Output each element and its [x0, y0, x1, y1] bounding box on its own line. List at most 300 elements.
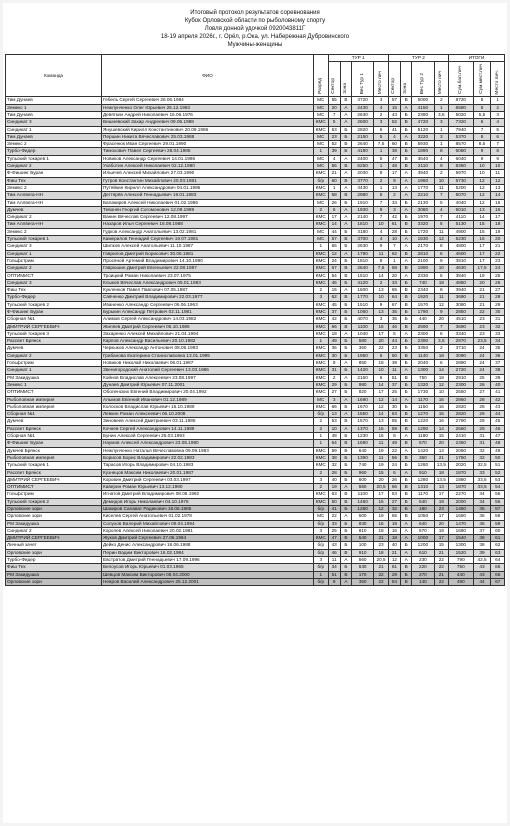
- cell-sum-points: 790: [449, 557, 474, 564]
- cell-zone-1: Б: [340, 520, 351, 527]
- cell-final-place: 32: [491, 323, 505, 330]
- cell-sum-places: 31: [473, 433, 491, 440]
- cell-final-place: 6: [491, 133, 505, 140]
- cell-sum-points: 1750: [449, 454, 474, 461]
- cell-sector-1: 38: [328, 454, 340, 461]
- cell-weight-1: 1690: [351, 396, 373, 403]
- cell-sum-places: 15: [473, 221, 491, 228]
- cell-place-2: 9: [434, 257, 449, 264]
- cell-place-2: 13,5: [434, 476, 449, 483]
- table-row: [6, 564, 505, 571]
- cell-sum-points: 5020: [449, 111, 474, 118]
- cell-place-2: 3: [434, 133, 449, 140]
- cell-zone-1: Б: [340, 469, 351, 476]
- cell-team: Синдикат 3: [6, 279, 102, 286]
- cell-place-2: 20: [434, 520, 449, 527]
- cell-sum-places: 19: [473, 272, 491, 279]
- cell-weight-2: 3350: [412, 345, 434, 352]
- cell-sum-places: 37: [473, 527, 491, 534]
- cell-name: Гаврилов Дмитрий Борисович 30.06.1981: [101, 250, 313, 257]
- cell-zone-1: В: [340, 323, 351, 330]
- cell-sector-1: 45: [328, 301, 340, 308]
- cell-place-2: 8: [434, 148, 449, 155]
- cell-sum-places: 17: [473, 243, 491, 250]
- cell-final-place: 24: [491, 265, 505, 272]
- cell-sector-1: 57: [328, 236, 340, 243]
- cell-sector-2: 33: [388, 279, 400, 286]
- cell-sum-places: 17,5: [473, 265, 491, 272]
- cell-sum-places: 33: [473, 469, 491, 476]
- cell-sum-places: 23: [473, 316, 491, 323]
- cell-place-2: 8: [434, 243, 449, 250]
- cell-final-place: 9: [491, 155, 505, 162]
- cell-weight-2: 2340: [412, 287, 434, 294]
- cell-zone-2: В: [401, 287, 412, 294]
- cell-zone-1: В: [340, 447, 351, 454]
- cell-zone-2: А: [401, 184, 412, 191]
- cell-zone-2: В: [401, 484, 412, 491]
- cell-place-1: 5: [374, 155, 389, 162]
- cell-team: Орловские зори: [6, 506, 102, 513]
- cell-team: Личный зачет: [6, 542, 102, 549]
- cell-zone-1: Б: [340, 301, 351, 308]
- cell-weight-2: 3640: [412, 155, 434, 162]
- cell-place-2: 11: [434, 294, 449, 301]
- cell-zone-2: Б: [401, 542, 412, 549]
- cell-weight-1: 4190: [351, 148, 373, 155]
- table-row: [6, 133, 505, 140]
- cell-weight-1: 1040: [351, 330, 373, 337]
- cell-sector-1: 27: [328, 389, 340, 396]
- cell-name: Жуков Дмитрий Сергеевич 27.06.1994: [101, 535, 313, 542]
- cell-rank: КМС: [314, 316, 329, 323]
- cell-team: ДМИТРИЙ СЕРГЕЕВИЧ: [6, 476, 102, 483]
- cell-sum-places: 17: [473, 257, 491, 264]
- cell-weight-2: 1720: [412, 228, 434, 235]
- cell-rank: б/р: [314, 177, 329, 184]
- cell-rank: 1: [314, 571, 329, 578]
- cell-zone-2: Б: [401, 360, 412, 367]
- cell-weight-1: 1550: [351, 411, 373, 418]
- cell-weight-2: 1320: [412, 381, 434, 388]
- cell-final-place: 56: [491, 498, 505, 505]
- cell-place-1: 20,5: [374, 557, 389, 564]
- table-row: [6, 360, 505, 367]
- cell-sum-points: 6080: [449, 148, 474, 155]
- cell-name: Дунаев Дмитрий Юрьевич 07.11.2001: [101, 381, 313, 388]
- cell-sum-places: 21: [473, 294, 491, 301]
- cell-final-place: 52: [491, 469, 505, 476]
- cell-sum-points: 3840: [449, 272, 474, 279]
- cell-weight-2: 1770: [412, 184, 434, 191]
- cell-sum-places: 7: [473, 126, 491, 133]
- cell-final-place: 35: [491, 345, 505, 352]
- cell-rank: б/р: [314, 506, 329, 513]
- cell-team: Гольфстрим: [6, 360, 102, 367]
- cell-weight-1: 1810: [351, 221, 373, 228]
- cell-team: Синдикат 2: [6, 352, 102, 359]
- cell-zone-2: В: [401, 163, 412, 170]
- cell-sector-1: 7: [328, 111, 340, 118]
- cell-sum-places: 12: [473, 184, 491, 191]
- cell-weight-2: 1960: [412, 177, 434, 184]
- cell-final-place: 65: [491, 564, 505, 571]
- table-row: [6, 469, 505, 476]
- cell-rank: КМС: [314, 403, 329, 410]
- cell-place-1: 3: [374, 316, 389, 323]
- cell-sum-points: 6580: [449, 104, 474, 111]
- cell-weight-2: 3940: [412, 170, 434, 177]
- cell-place-2: 14: [434, 425, 449, 432]
- cell-place-2: 7: [434, 323, 449, 330]
- cell-final-place: 62: [491, 542, 505, 549]
- cell-sum-points: 2970: [449, 338, 474, 345]
- cell-place-2: 18: [434, 352, 449, 359]
- cell-place-1: 19: [374, 447, 389, 454]
- cell-zone-1: А: [340, 111, 351, 118]
- cell-team: Рыболовная империя: [6, 396, 102, 403]
- cell-zone-1: В: [340, 571, 351, 578]
- cell-team: Синдикат 2: [6, 163, 102, 170]
- cell-sector-1: 32: [328, 462, 340, 469]
- cell-zone-1: Б: [340, 389, 351, 396]
- cell-sector-1: 18: [328, 330, 340, 337]
- col-rank: Разряд: [317, 78, 323, 95]
- cell-place-2: 18: [434, 279, 449, 286]
- results-body: [6, 97, 505, 586]
- cell-sector-2: 67: [388, 301, 400, 308]
- cell-zone-2: В: [401, 491, 412, 498]
- cell-final-place: 44: [491, 411, 505, 418]
- cell-weight-2: 540: [412, 498, 434, 505]
- cell-rank: КМС: [314, 389, 329, 396]
- cell-place-1: 19: [374, 462, 389, 469]
- cell-name: Ухаботин Алексей Николаевич 02.12.1980: [101, 163, 313, 170]
- cell-zone-1: Б: [340, 367, 351, 374]
- cell-place-2: 12: [434, 381, 449, 388]
- cell-place-1: 5: [374, 192, 389, 199]
- cell-weight-1: 2630: [351, 111, 373, 118]
- cell-place-1: 12: [374, 506, 389, 513]
- cell-zone-2: В: [401, 294, 412, 301]
- table-row: [6, 192, 505, 199]
- cell-sector-1: 50: [328, 498, 340, 505]
- cell-sum-points: 1540: [449, 535, 474, 542]
- table-row: [6, 301, 505, 308]
- cell-sum-points: 7940: [449, 126, 474, 133]
- cell-zone-2: В: [401, 141, 412, 148]
- cell-sector-2: 66: [388, 484, 400, 491]
- cell-sector-1: 11: [328, 557, 340, 564]
- table-row: [6, 206, 505, 213]
- cell-sector-1: 2: [328, 374, 340, 381]
- cell-zone-2: В: [401, 221, 412, 228]
- cell-sector-2: 40: [388, 542, 400, 549]
- cell-sum-places: 32: [473, 454, 491, 461]
- cell-sum-points: 1650: [449, 513, 474, 520]
- cell-sector-2: 52: [388, 119, 400, 126]
- cell-zone-2: В: [401, 411, 412, 418]
- cell-sector-2: 55: [388, 418, 400, 425]
- cell-final-place: 34: [491, 338, 505, 345]
- table-row: [6, 97, 505, 104]
- cell-name: Койнов Владислав Алексеевич 23.08.1997: [101, 374, 313, 381]
- cell-weight-2: 870: [412, 527, 434, 534]
- table-row: [6, 170, 505, 177]
- cell-weight-1: 350: [351, 578, 373, 585]
- cell-rank: МС: [314, 513, 329, 520]
- cell-sector-1: 28: [328, 469, 340, 476]
- cell-rank: 3: [314, 476, 329, 483]
- cell-sector-1: 63: [328, 126, 340, 133]
- cell-name: Вишневский Захар Андреевич 09.06.1988: [101, 119, 313, 126]
- cell-sum-places: 5: [473, 97, 491, 104]
- cell-sector-2: 9: [388, 177, 400, 184]
- cell-sum-places: 12: [473, 177, 491, 184]
- cell-name: Евстратов Дмитрий Геннадьевич 17.09.1996: [101, 557, 313, 564]
- table-row: [6, 126, 505, 133]
- cell-place-1: 7: [374, 214, 389, 221]
- cell-sector-2: 1: [388, 257, 400, 264]
- cell-sector-2: 50: [388, 352, 400, 359]
- cell-zone-1: Б: [340, 564, 351, 571]
- table-row: [6, 330, 505, 337]
- cell-weight-1: 1390: [351, 454, 373, 461]
- cell-sum-places: 21: [473, 301, 491, 308]
- cell-sum-points: 1460: [449, 506, 474, 513]
- cell-weight-2: 2590: [412, 323, 434, 330]
- cell-team: Тульский токарев 1: [6, 155, 102, 162]
- cell-sector-2: 27: [388, 498, 400, 505]
- table-row: [6, 513, 505, 520]
- cell-rank: КМС: [314, 352, 329, 359]
- cell-team: Орловские зори: [6, 549, 102, 556]
- cell-weight-1: 810: [351, 527, 373, 534]
- cell-weight-2: 2100: [412, 257, 434, 264]
- cell-weight-1: 2630: [351, 243, 373, 250]
- cell-place-1: 22: [374, 571, 389, 578]
- cell-zone-1: А: [340, 287, 351, 294]
- cell-rank: 2: [314, 206, 329, 213]
- cell-rank: б/р: [314, 564, 329, 571]
- cell-rank: МС: [314, 236, 329, 243]
- cell-sum-places: 34: [473, 491, 491, 498]
- cell-final-place: 57: [491, 506, 505, 513]
- cell-team: Тим Дунаев: [6, 97, 102, 104]
- cell-team: Синдикат 2: [6, 527, 102, 534]
- table-row: [6, 476, 505, 483]
- cell-sum-places: 10: [473, 163, 491, 170]
- cell-zone-1: В: [340, 491, 351, 498]
- cell-weight-2: 4150: [412, 104, 434, 111]
- table-row: [6, 462, 505, 469]
- cell-weight-2: 1170: [412, 396, 434, 403]
- cell-zone-1: В: [340, 498, 351, 505]
- cell-sector-1: 59: [328, 447, 340, 454]
- protocol-header: [3, 9, 507, 49]
- cell-rank: 2: [314, 484, 329, 491]
- cell-weight-2: 3220: [412, 133, 434, 140]
- cell-team: Тульский токарев 1: [6, 462, 102, 469]
- cell-rank: 1: [314, 440, 329, 447]
- cell-rank: б/р: [314, 411, 329, 418]
- cell-team: Думчев: [6, 206, 102, 213]
- cell-sector-2: 57: [388, 97, 400, 104]
- cell-sector-1: 24: [328, 257, 340, 264]
- cell-sector-2: 29: [388, 571, 400, 578]
- cell-zone-2: А: [401, 433, 412, 440]
- cell-place-1: 9: [374, 206, 389, 213]
- cell-sector-2: 30: [388, 403, 400, 410]
- table-row: [6, 184, 505, 191]
- cell-sum-places: 33,5: [473, 476, 491, 483]
- cell-weight-1: 740: [351, 462, 373, 469]
- cell-name: Дейко Денис Александрович 18.06.1988: [101, 542, 313, 549]
- cell-sum-places: 28: [473, 403, 491, 410]
- cell-place-1: 8: [374, 257, 389, 264]
- cell-team: Сборная №1: [6, 433, 102, 440]
- cell-weight-2: 3080: [412, 206, 434, 213]
- table-row: [6, 403, 505, 410]
- cell-weight-1: 1420: [351, 367, 373, 374]
- cell-name: Бурькин Александр Петрович 02.11.1981: [101, 308, 313, 315]
- cell-place-2: 10: [434, 265, 449, 272]
- cell-zone-2: А: [401, 243, 412, 250]
- table-row: [6, 433, 505, 440]
- cell-sum-points: 4040: [449, 199, 474, 206]
- cell-weight-1: 170: [351, 571, 373, 578]
- table-row: [6, 155, 505, 162]
- cell-rank: КМС: [314, 250, 329, 257]
- table-row: [6, 549, 505, 556]
- cell-place-1: 4: [374, 228, 389, 235]
- cell-zone-2: А: [401, 535, 412, 542]
- cell-sector-1: 10: [328, 425, 340, 432]
- cell-zone-2: Б: [401, 308, 412, 315]
- cell-rank: 1: [314, 338, 329, 345]
- cell-sector-1: 62: [328, 294, 340, 301]
- cell-weight-2: 2390: [412, 111, 434, 118]
- cell-zone-1: В: [340, 535, 351, 542]
- cell-weight-1: 1060: [351, 308, 373, 315]
- cell-team: Синдикат 2: [6, 214, 102, 221]
- table-row: [6, 389, 505, 396]
- cell-final-place: 58: [491, 513, 505, 520]
- cell-weight-2: 1270: [412, 411, 434, 418]
- cell-sum-points: 5970: [449, 170, 474, 177]
- cell-zone-2: В: [401, 323, 412, 330]
- cell-zone-2: Б: [401, 316, 412, 323]
- cell-rank: КМС: [314, 192, 329, 199]
- cell-name: Киселев Сергей Анатольевич 01.02.1978: [101, 513, 313, 520]
- cell-place-2: 9: [434, 308, 449, 315]
- cell-sum-places: 22: [473, 308, 491, 315]
- cell-team: Синдикат 1: [6, 250, 102, 257]
- cell-name: Нежлунченко Наталья Вячеславовна 09.09.1983: [101, 447, 313, 454]
- cell-team: РМ Закидушка: [6, 520, 102, 527]
- cell-sum-places: 26: [473, 381, 491, 388]
- cell-rank: КМС: [314, 272, 329, 279]
- cell-team: Рассвет Брянск: [6, 469, 102, 476]
- cell-weight-2: 1280: [412, 462, 434, 469]
- cell-sector-2: 51: [388, 374, 400, 381]
- cell-place-2: 16: [434, 396, 449, 403]
- cell-weight-1: 3720: [351, 97, 373, 104]
- cell-final-place: 38: [491, 367, 505, 374]
- cell-name: Каверин Роман Юрьевич 13.12.1980: [101, 484, 313, 491]
- cell-weight-1: 2600: [351, 119, 373, 126]
- cell-sum-points: 2850: [449, 308, 474, 315]
- cell-sum-points: 1520: [449, 549, 474, 556]
- table-row: [6, 527, 505, 534]
- cell-weight-1: 830: [351, 520, 373, 527]
- cell-zone-1: Б: [340, 199, 351, 206]
- cell-weight-1: 820: [351, 389, 373, 396]
- cell-final-place: 50: [491, 454, 505, 461]
- cell-sector-2: 44: [388, 338, 400, 345]
- table-row: [6, 491, 505, 498]
- cell-place-1: 6: [374, 374, 389, 381]
- cell-weight-2: 2130: [412, 199, 434, 206]
- cell-sum-places: 23: [473, 330, 491, 337]
- cell-sector-1: 1: [328, 184, 340, 191]
- cell-name: Иваненко Александр Сергеевич 06.06.1963: [101, 301, 313, 308]
- table-row: [6, 352, 505, 359]
- cell-weight-2: 670: [412, 440, 434, 447]
- cell-team: Турбо-Фидер: [6, 148, 102, 155]
- cell-sum-places: 16: [473, 236, 491, 243]
- cell-place-2: 15: [434, 433, 449, 440]
- cell-sector-1: 29: [328, 381, 340, 388]
- cell-sum-points: 2910: [449, 374, 474, 381]
- cell-rank: КМС: [314, 491, 329, 498]
- cell-zone-2: А: [401, 549, 412, 556]
- cell-final-place: 4: [491, 119, 505, 126]
- cell-sum-points: 750: [449, 564, 474, 571]
- cell-sector-2: 58: [388, 265, 400, 272]
- cell-name: Ильичев Алексей Михайлович 27.03.1990: [101, 170, 313, 177]
- cell-place-2: 19: [434, 374, 449, 381]
- cell-sum-points: 2270: [449, 491, 474, 498]
- cell-sector-2: 13: [388, 184, 400, 191]
- cell-weight-1: 1510: [351, 272, 373, 279]
- cell-zone-1: В: [340, 294, 351, 301]
- cell-place-2: 13,5: [434, 462, 449, 469]
- cell-final-place: 61: [491, 535, 505, 542]
- cell-weight-1: 2160: [351, 374, 373, 381]
- results-table: [5, 54, 505, 586]
- cell-name: Борисов Борис Владимирович 22.02.1983: [101, 454, 313, 461]
- cell-sector-2: 46: [388, 323, 400, 330]
- cell-weight-1: 3430: [351, 184, 373, 191]
- cell-sum-points: 1870: [449, 469, 474, 476]
- cell-team: РМ Закидушка: [6, 571, 102, 578]
- cell-weight-1: 600: [351, 476, 373, 483]
- cell-rank: КМС: [314, 330, 329, 337]
- cell-sector-2: 22: [388, 447, 400, 454]
- cell-weight-2: 1290: [412, 425, 434, 432]
- cell-sector-1: 15: [328, 287, 340, 294]
- cell-weight-2: 3320: [412, 221, 434, 228]
- cell-name: Невров Василий Александрович 25.12.2001: [101, 578, 313, 585]
- cell-zone-1: А: [340, 513, 351, 520]
- cell-rank: КМС: [314, 360, 329, 367]
- table-row: [6, 506, 505, 513]
- cell-weight-2: 1570: [412, 301, 434, 308]
- cell-sum-places: 9: [473, 155, 491, 162]
- cell-zone-2: А: [401, 170, 412, 177]
- cell-place-2: 15: [434, 411, 449, 418]
